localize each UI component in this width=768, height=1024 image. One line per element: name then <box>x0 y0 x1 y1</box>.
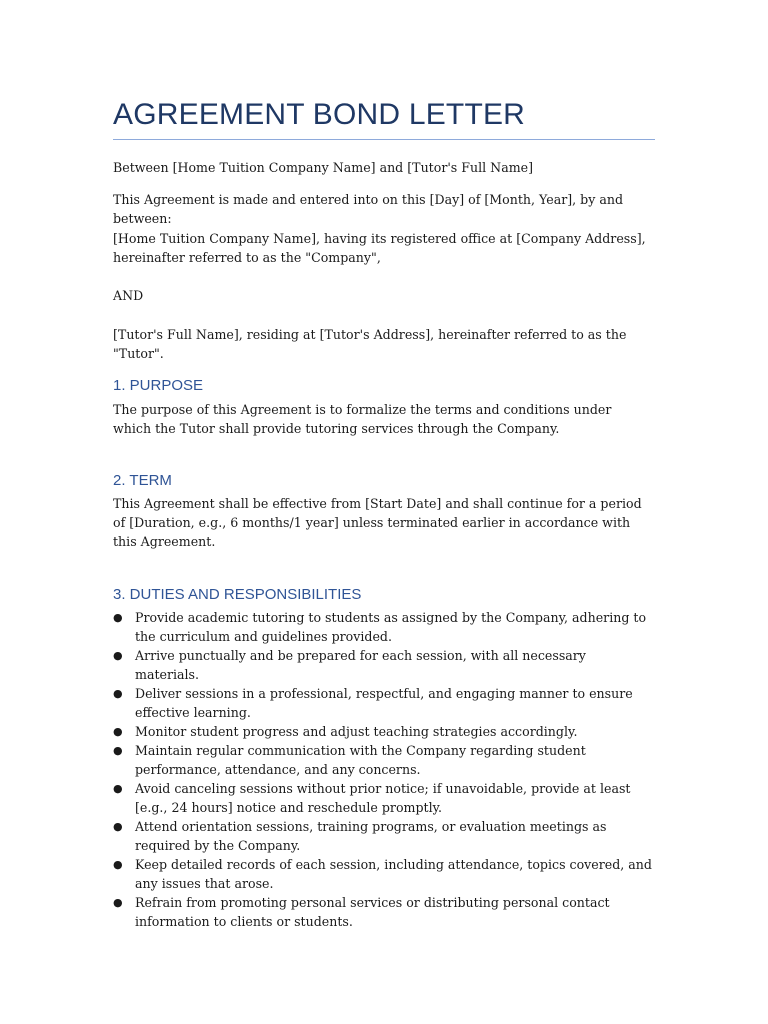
bullet-icon: ● <box>113 820 123 833</box>
list-item <box>113 779 653 817</box>
list-item <box>113 722 653 741</box>
duties-list <box>113 608 653 931</box>
bullet-icon: ● <box>113 782 123 795</box>
list-item-text: Attend orientation sessions, training programs, or evaluation meetings as required by the Company. <box>135 819 607 853</box>
bullet-icon: ● <box>113 896 123 909</box>
list-item-text: Avoid canceling sessions without prior notice; if unavoidable, provide at least [e.g., 24 hours] notice and reschedule promptly. <box>135 781 631 815</box>
between-line: Between [Home Tuition Company Name] and [Tutor's Full Name] <box>113 160 534 175</box>
list-item-text: Deliver sessions in a professional, respectful, and engaging manner to ensure effective learning. <box>135 686 633 720</box>
section-heading-purpose: 1. PURPOSE <box>113 377 204 394</box>
and-separator: AND <box>113 288 144 303</box>
bullet-icon: ● <box>113 611 123 624</box>
list-item-text: Keep detailed records of each session, including attendance, topics covered, and any issues that arose. <box>135 857 652 891</box>
section-heading-duties: 3. DUTIES AND RESPONSIBILITIES <box>113 586 362 603</box>
list-item <box>113 608 653 646</box>
list-item-text: Monitor student progress and adjust teaching strategies accordingly. <box>135 724 578 739</box>
list-item <box>113 893 653 931</box>
list-item-text: Maintain regular communication with the Company regarding student performance, attendance, and any concerns. <box>135 743 586 777</box>
list-item <box>113 684 653 722</box>
list-item-text: Provide academic tutoring to students as assigned by the Company, adhering to the curriculum and guidelines provided. <box>135 610 647 644</box>
list-item-text: Arrive punctually and be prepared for each session, with all necessary materials. <box>135 648 586 682</box>
list-item <box>113 741 653 779</box>
section-text-term: This Agreement shall be effective from [Start Date] and shall continue for a period of [Duration, e.g., 6 months/1 year] unless terminated earlier in accordance with this Agreement. <box>113 496 642 549</box>
list-item <box>113 817 653 855</box>
bullet-icon: ● <box>113 858 123 871</box>
title-underline-rule <box>113 139 655 140</box>
section-text-purpose: The purpose of this Agreement is to formalize the terms and conditions under which the Tutor shall provide tutoring services through the Company. <box>113 402 612 436</box>
document-title: AGREEMENT BOND LETTER <box>113 98 526 131</box>
party-tutor: [Tutor's Full Name], residing at [Tutor's Address], hereinafter referred to as the "Tutor". <box>113 327 627 361</box>
section-heading-term: 2. TERM <box>113 472 172 489</box>
bullet-icon: ● <box>113 687 123 700</box>
list-item-text: Refrain from promoting personal services or distributing personal contact information to clients or students. <box>135 895 610 929</box>
bullet-icon: ● <box>113 649 123 662</box>
list-item <box>113 855 653 893</box>
bullet-icon: ● <box>113 725 123 738</box>
bullet-icon: ● <box>113 744 123 757</box>
agreement-intro: This Agreement is made and entered into on this [Day] of [Month, Year], by and between: <box>113 192 624 226</box>
party-company: [Home Tuition Company Name], having its registered office at [Company Address], hereinafter referred to as the "Company", <box>113 231 646 265</box>
list-item <box>113 646 653 684</box>
